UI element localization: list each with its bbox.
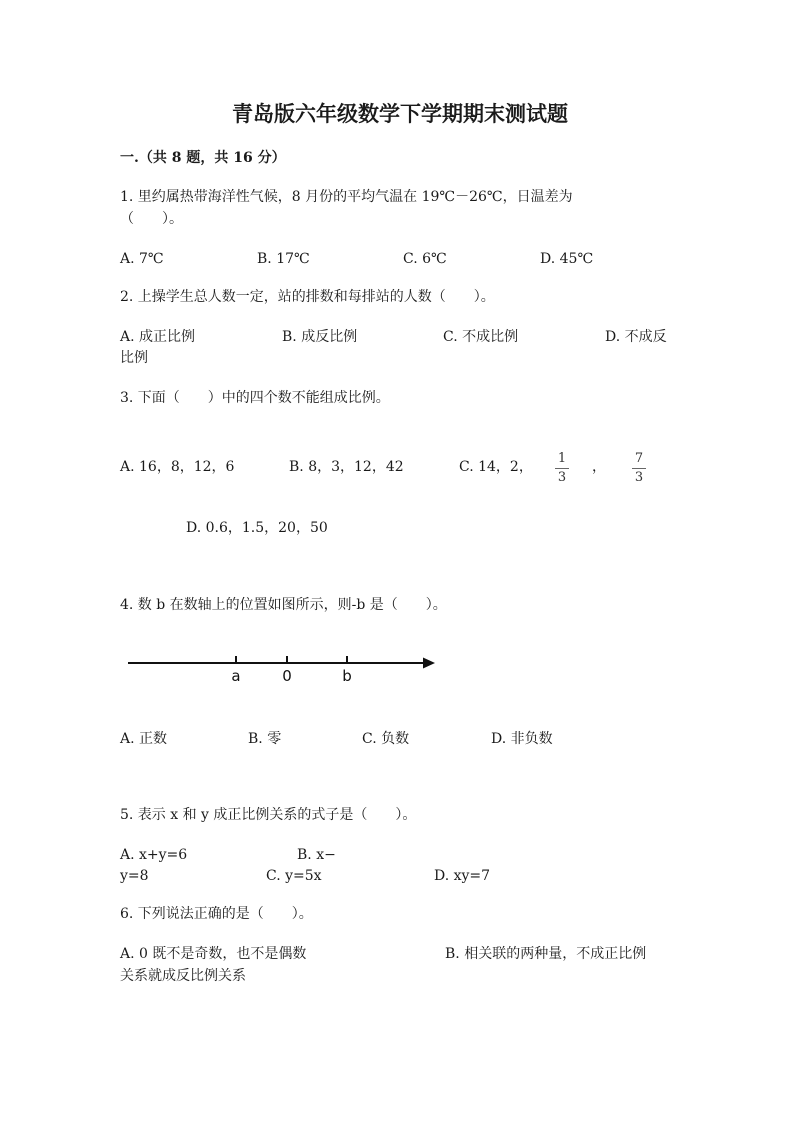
fraction-separator: ，	[592, 459, 606, 475]
question-1-stem-continued: （ ）。	[120, 211, 183, 227]
question-4-option-b: B. 零	[248, 731, 282, 747]
question-6-option-b-continued: 关系就成反比例关系	[120, 968, 246, 984]
fraction-numerator: 1	[557, 451, 567, 466]
question-2-option-d-continued: 比例	[120, 350, 148, 366]
question-6-stem: 6. 下列说法正确的是（ ）。	[120, 906, 313, 922]
page-title: 青岛版六年级数学下学期期末测试题	[232, 101, 568, 126]
fraction-denominator: 3	[557, 470, 567, 486]
question-2-option-a: A. 成正比例	[120, 329, 196, 345]
question-4-option-a: A. 正数	[120, 731, 168, 747]
question-3-stem: 3. 下面（ ）中的四个数不能组成比例。	[120, 390, 390, 406]
question-3-option-b: B. 8，3，12，42	[289, 459, 404, 475]
question-1-stem: 1. 里约属热带海洋性气候，8 月份的平均气温在 19℃－26℃，日温差为	[120, 189, 573, 205]
question-2-option-d: D. 不成反	[605, 329, 667, 345]
question-4-option-d: D. 非负数	[491, 731, 553, 747]
question-6-option-a: A. 0 既不是奇数，也不是偶数	[120, 946, 307, 962]
number-line-arrow	[423, 658, 435, 669]
fraction-denominator: 3	[634, 470, 644, 486]
question-5-option-b-continued: y=8	[120, 868, 149, 884]
fraction-one-third	[554, 452, 570, 486]
question-3-option-d: D. 0.6，1.5，20，50	[186, 520, 328, 536]
label-b: b	[342, 667, 352, 685]
question-1-option-a: A. 7℃	[120, 251, 164, 267]
label-zero: 0	[282, 667, 292, 685]
fraction-bar	[632, 468, 646, 469]
question-5-stem: 5. 表示 x 和 y 成正比例关系的式子是（ ）。	[120, 807, 417, 823]
number-line-figure	[120, 648, 440, 688]
question-1-option-d: D. 45℃	[540, 251, 594, 267]
question-3-option-c: C. 14，2，	[459, 459, 533, 475]
question-5-option-a: A. x+y=6	[120, 847, 188, 863]
fraction-numerator: 7	[634, 451, 644, 466]
question-2-stem: 2. 上操学生总人数一定，站的排数和每排站的人数（ ）。	[120, 289, 495, 305]
fraction-seven-thirds	[631, 452, 647, 486]
question-4-option-c: C. 负数	[362, 731, 410, 747]
question-2-option-b: B. 成反比例	[282, 329, 358, 345]
fraction-bar	[555, 468, 569, 469]
label-a: a	[231, 667, 241, 685]
question-6-option-b: B. 相关联的两种量，不成正比例	[445, 946, 647, 962]
question-3-option-a: A. 16，8，12，6	[120, 459, 235, 475]
question-5-option-b: B. x−	[297, 847, 336, 863]
question-1-option-b: B. 17℃	[257, 251, 310, 267]
question-5-option-d: D. xy=7	[434, 868, 491, 884]
section-heading: 一.（共 8 题，共 16 分）	[120, 150, 286, 166]
question-2-option-c: C. 不成比例	[443, 329, 519, 345]
question-5-option-c: C. y=5x	[266, 868, 322, 884]
question-1-option-c: C. 6℃	[403, 251, 447, 267]
question-4-stem: 4. 数 b 在数轴上的位置如图所示，则-b 是（ ）。	[120, 597, 447, 613]
